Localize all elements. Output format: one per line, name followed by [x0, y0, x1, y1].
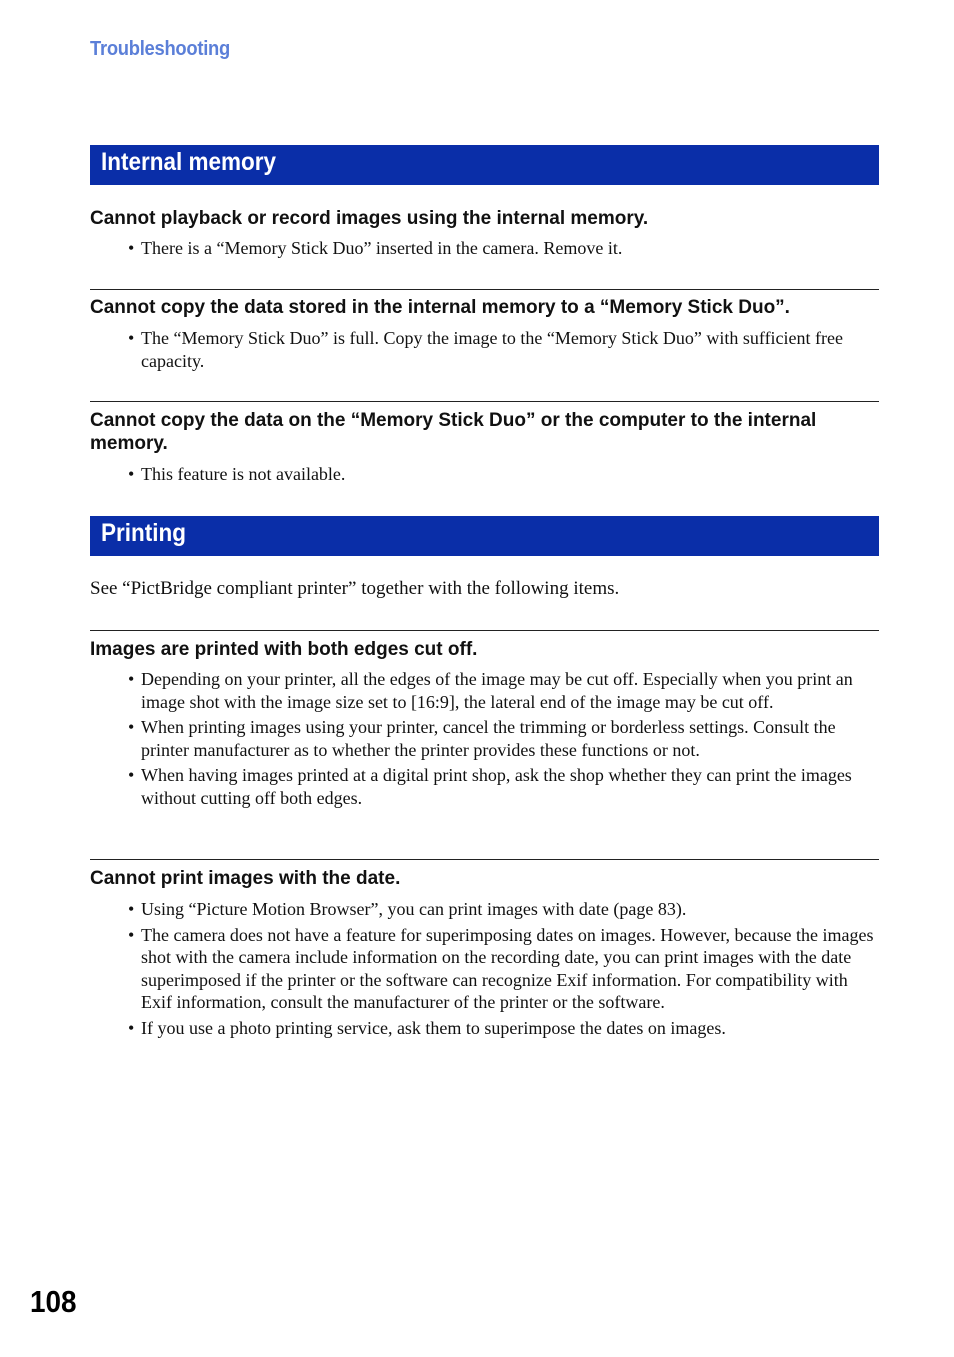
answer-item: • The camera does not have a feature for superimposing dates on images. However, because the images shot with the camera include information on the recording date, you can print images with the date superimposed if the printer or the software can recognize Exif information. For compatibility with Exif information, consult the manufacturer of the printer or the software. — [128, 924, 876, 1014]
answer-list — [128, 668, 876, 812]
question-heading: Images are printed with both edges cut off. — [90, 639, 478, 660]
divider — [90, 401, 879, 402]
answer-item: • When printing images using your printer, cancel the trimming or borderless settings. Consult the printer manufacturer as to whether the printer provides these functions or not. — [128, 716, 876, 761]
divider — [90, 630, 879, 631]
answer-list — [128, 898, 876, 1042]
running-head: Troubleshooting — [90, 38, 230, 60]
section-title: Internal memory — [101, 148, 277, 176]
answer-item: • The “Memory Stick Duo” is full. Copy the image to the “Memory Stick Duo” with sufficient free capacity. — [128, 327, 876, 372]
answer-item: • If you use a photo printing service, ask them to superimpose the dates on images. — [128, 1017, 876, 1040]
answer-item: • This feature is not available. — [128, 463, 876, 486]
question-heading: Cannot playback or record images using the internal memory. — [90, 208, 649, 229]
answer-item: • Using “Picture Motion Browser”, you can print images with date (page 83). — [128, 898, 876, 921]
answer-item: • Depending on your printer, all the edges of the image may be cut off. Especially when you print an image shot with the image size set to [16:9], the lateral end of the image may be cut off. — [128, 668, 876, 713]
question-heading: Cannot copy the data on the “Memory Stick Duo” or the computer to the internal memory. — [90, 410, 817, 454]
question-heading: Cannot copy the data stored in the internal memory to a “Memory Stick Duo”. — [90, 297, 790, 318]
divider — [90, 859, 879, 860]
answer-item: • When having images printed at a digital print shop, ask the shop whether they can print the images without cutting off both edges. — [128, 764, 876, 809]
answer-list — [128, 237, 876, 263]
section-header-printing — [90, 516, 879, 556]
page-number: 108 — [30, 1284, 77, 1319]
answer-item: • There is a “Memory Stick Duo” inserted in the camera. Remove it. — [128, 237, 876, 260]
section-title: Printing — [101, 519, 186, 547]
section-intro: See “PictBridge compliant printer” together with the following items. — [90, 578, 620, 599]
question-heading: Cannot print images with the date. — [90, 868, 401, 889]
answer-list — [128, 327, 876, 375]
divider — [90, 289, 879, 290]
section-header-internal-memory — [90, 145, 879, 185]
answer-list — [128, 463, 876, 489]
